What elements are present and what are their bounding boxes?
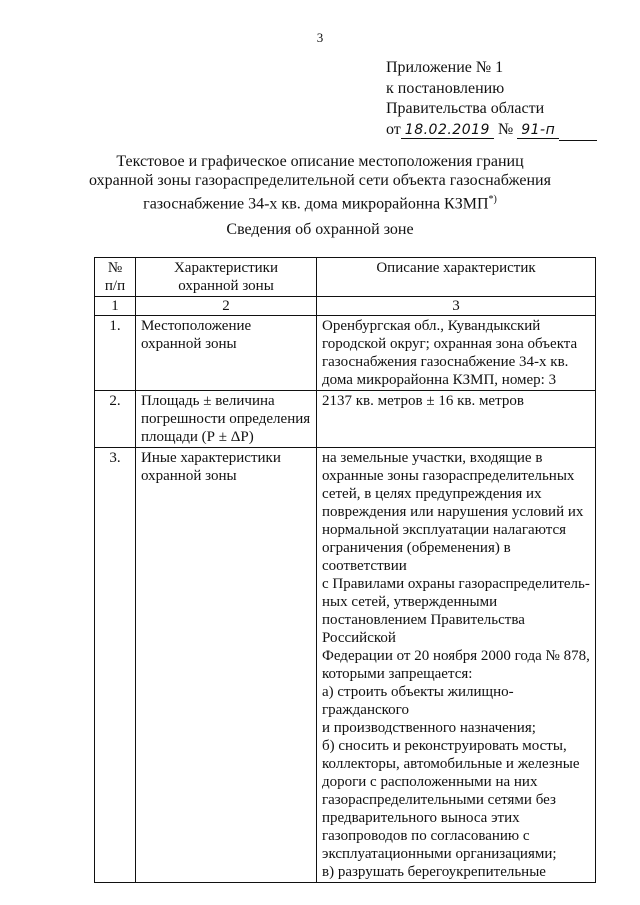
row-3-line: на земельные участки, входящие в [322, 450, 543, 466]
row-3-line: б) сносить и реконструировать мосты, [322, 738, 567, 754]
header-characteristics [136, 258, 317, 297]
appendix-line-3: Правительства области [386, 100, 545, 117]
row-3-line: Федерации от 20 ноября 2000 года № 878, [322, 648, 590, 664]
appendix-line-1: Приложение № 1 [386, 59, 504, 76]
row-1-number: 1. [95, 316, 136, 391]
number-prefix: № [497, 120, 514, 138]
row-1-value: Оренбургская обл., Кувандыкский городской округ; охранная зона объекта газоснабжения газоснабжение 34-х кв. дома микрорайонна КЗМП, номер: 3 [317, 316, 596, 391]
header-characteristics-line-1: Характеристики [173, 260, 279, 276]
table-row [95, 448, 596, 883]
index-cell-1: 1 [95, 297, 136, 316]
row-3-line: коллекторы, автомобильные и железные [322, 756, 580, 772]
page-number: 3 [316, 30, 324, 45]
row-3-line: повреждения или нарушения условий их [322, 504, 584, 520]
appendix-block [386, 58, 597, 141]
date-prefix: от [386, 120, 401, 138]
document-title [0, 152, 640, 213]
title-line-2: охранной зоны газораспределительной сети объекта газоснабжения [89, 172, 551, 189]
row-3-line: предварительного выноса этих [322, 810, 520, 826]
row-3-line: которыми запрещается: [322, 666, 473, 682]
header-characteristics-line-2: охранной зоны [178, 278, 274, 294]
row-3-line: сетей, в целях предупреждения их [322, 486, 542, 502]
protection-zone-table [94, 257, 596, 883]
table-row [95, 391, 596, 448]
table-row [95, 316, 596, 391]
row-2-number: 2. [95, 391, 136, 448]
row-3-line: ных сетей, утвержденными [322, 594, 498, 610]
header-number-line-2: п/п [104, 278, 126, 294]
row-3-line: газопроводов по согласованию с [322, 828, 530, 844]
row-2-value: 2137 кв. метров ± 16 кв. метров [317, 391, 596, 448]
row-3-line: а) строить объекты жилищно-гражданского [322, 684, 514, 718]
row-3-label: Иные характеристики охранной зоны [136, 448, 317, 883]
table-header-row [95, 258, 596, 297]
handwritten-number: 91-п [517, 122, 559, 139]
row-3-line: и производственного назначения; [322, 720, 536, 736]
appendix-line-2: к постановлению [386, 79, 505, 97]
row-2-label: Площадь ± величина погрешности определения площади (Р ± ΔР) [136, 391, 317, 448]
row-3-line: газораспределительными сетями без [322, 792, 556, 808]
row-3-line: нормальной эксплуатации налагаются [322, 522, 567, 538]
row-3-line: эксплуатационными организациями; [322, 846, 557, 862]
header-number-line-1: № [107, 260, 123, 276]
row-3-line: с Правилами охраны газораспределитель- [322, 576, 590, 592]
title-line-1: Текстовое и графическое описание местоположения границ [116, 153, 524, 170]
row-3-line: постановлением Правительства Российской [322, 612, 525, 646]
row-1-label: Местоположение охранной зоны [136, 316, 317, 391]
footnote-mark: *) [488, 194, 497, 205]
appendix-date-line [386, 120, 597, 142]
header-description: Описание характеристик [317, 258, 596, 297]
row-3-line: дороги с расположенными на них [322, 774, 538, 790]
title-line-3-text: газоснабжение 34-х кв. дома микрорайонна КЗМП [143, 195, 489, 213]
index-cell-2: 2 [136, 297, 317, 316]
index-cell-3: 3 [317, 297, 596, 316]
header-number [95, 258, 136, 297]
row-3-number: 3. [95, 448, 136, 883]
table-index-row [95, 297, 596, 316]
handwritten-date: 18.02.2019 [401, 122, 494, 139]
row-3-value [317, 448, 596, 883]
row-3-line: ограничения (обременения) в соответствии [322, 540, 511, 574]
row-3-line: в) разрушать берегоукрепительные [322, 864, 546, 880]
row-3-line: охранные зоны газораспределительных [322, 468, 575, 484]
section-title: Сведения об охранной зоне [226, 221, 414, 238]
title-line-3 [0, 190, 640, 213]
